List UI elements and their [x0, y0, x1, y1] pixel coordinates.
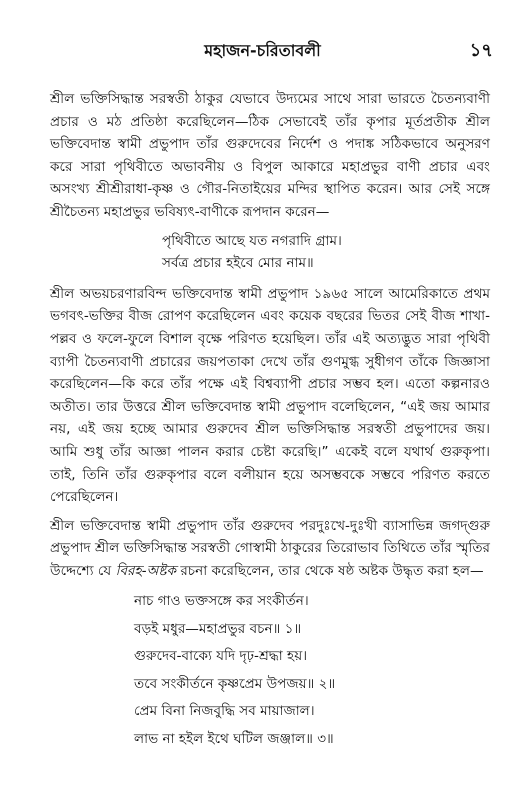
paragraph-3 — [50, 515, 490, 583]
verse-line: তবে সংকীর্তনে কৃষ্ণপ্রেম উপজয়॥ ২॥ — [134, 675, 336, 692]
verse-line: লাভ না হইল ইথে ঘটিল জঞ্জাল॥ ৩॥ — [134, 730, 334, 747]
verse-line: পৃথিবীতে আছে যত নগরাদি গ্রাম। — [162, 232, 342, 249]
verse-block-1 — [162, 230, 490, 275]
italic-term: বিরহ-অষ্টক — [115, 562, 176, 579]
page-number: ১৭ — [469, 40, 493, 61]
running-header-title: মহাজন-চরিতাবলী — [204, 41, 321, 60]
paragraph-3-tail: রচনা করেছিলেন, তার থেকে ষষ্ঠ অষ্টক উদ্ধৃত করা হল— — [180, 562, 484, 579]
verse-line: প্রেম বিনা নিজবুদ্ধি সব মায়াজাল। — [134, 703, 315, 720]
paragraph-1: শ্রীল ভক্তিসিদ্ধান্ত সরস্বতী ঠাকুর যেভাবে উদ্যমের সাথে সারা ভারতে চৈতন্যবাণী প্রচার ও মঠ প্রতিষ্ঠা করেছিলেন—ঠিক সেভাবেই তাঁর কৃপার মূর্তপ্রতীক শ্রীল ভক্তিবেদান্ত স্বামী প্রভুপাদ তাঁর গুরুদেবের নির্দেশ ও পদাঙ্ক সঠিকভাবে অনুসরণ করে সারা পৃথিবীতে অভাবনীয় ও বিপুল আকারে মহাপ্রভুর বাণী প্রচার এবং অসংখ্য শ্রীশ্রীরাধা-কৃষ্ণ ও গৌর-নিতাইয়ের মন্দির স্থাপিত করেন। আর সেই সঙ্গে শ্রীচৈতন্য মহাপ্রভুর ভবিষ্যৎ-বাণীকে রূপদান করেন— — [50, 91, 490, 220]
verse-line: সর্বত্র প্রচার হইবে মোর নাম॥ — [162, 255, 314, 272]
verse-block-2 — [134, 588, 490, 753]
verse-line: নাচ গাও ভক্তসঙ্গে কর সংকীর্তন। — [134, 593, 309, 610]
verse-line: বড়ই মধুর—মহাপ্রভুর বচন॥ ১॥ — [134, 620, 302, 637]
verse-line: গুরুদেব-বাক্যে যদি দৃঢ়-শ্রদ্ধা হয়। — [134, 648, 308, 665]
page-body — [50, 88, 490, 753]
paragraph-3-lead: শ্রীল ভক্তিবেদান্ত স্বামী প্রভুপাদ তাঁর গুরুদেব পরদুঃখে-দুঃখী ব্যাসাভিন্ন জগদ্গুরু প্রভুপাদ শ্রীল ভক্তিসিদ্ধান্ত সরস্বতী গোস্বামী ঠাকুরের তিরোভাব তিথিতে তাঁর স্মৃতির উদ্দেশ্যে যে — [50, 517, 490, 579]
paragraph-2: শ্রীল অভয়চরণারবিন্দ ভক্তিবেদান্ত স্বামী প্রভুপাদ ১৯৬৫ সালে আমেরিকাতে প্রথম ভগবৎ-ভক্তির বীজ রোপণ করেছিলেন এবং কয়েক বছরের ভিতর সেই বীজ শাখা-পল্লব ও ফলে-ফুলে বিশাল বৃক্ষে পরিণত হয়েছিল। তাঁর এই অত্যদ্ভুত সারা পৃথিবী ব্যাপী চৈতন্যবাণী প্রচারের জয়পতাকা দেখে তাঁর গুণমুগ্ধ সুধীগণ তাঁকে জিজ্ঞাসা করেছিলেন—কি করে তাঁর পক্ষে এই বিশ্বব্যাপী প্রচার সম্ভব হল। এতো কল্পনারও অতীত। তার উত্তরে শ্রীল ভক্তিবেদান্ত স্বামী প্রভুপাদ বলেছিলেন, “এই জয় আমার নয়, এই জয় হচ্ছে আমার গুরুদেব শ্রীল ভক্তিসিদ্ধান্ত সরস্বতী প্রভুপাদের জয়। আমি শুধু তাঁর আজ্ঞা পালন করার চেষ্টা করেছি।” একেই বলে যথার্থ গুরুকৃপা। তাই, তিনি তাঁর গুরুকৃপার বলে বলীয়ান হয়ে অসম্ভবকে সম্ভবে পরিণত করতে পেরেছিলেন। — [50, 285, 490, 506]
